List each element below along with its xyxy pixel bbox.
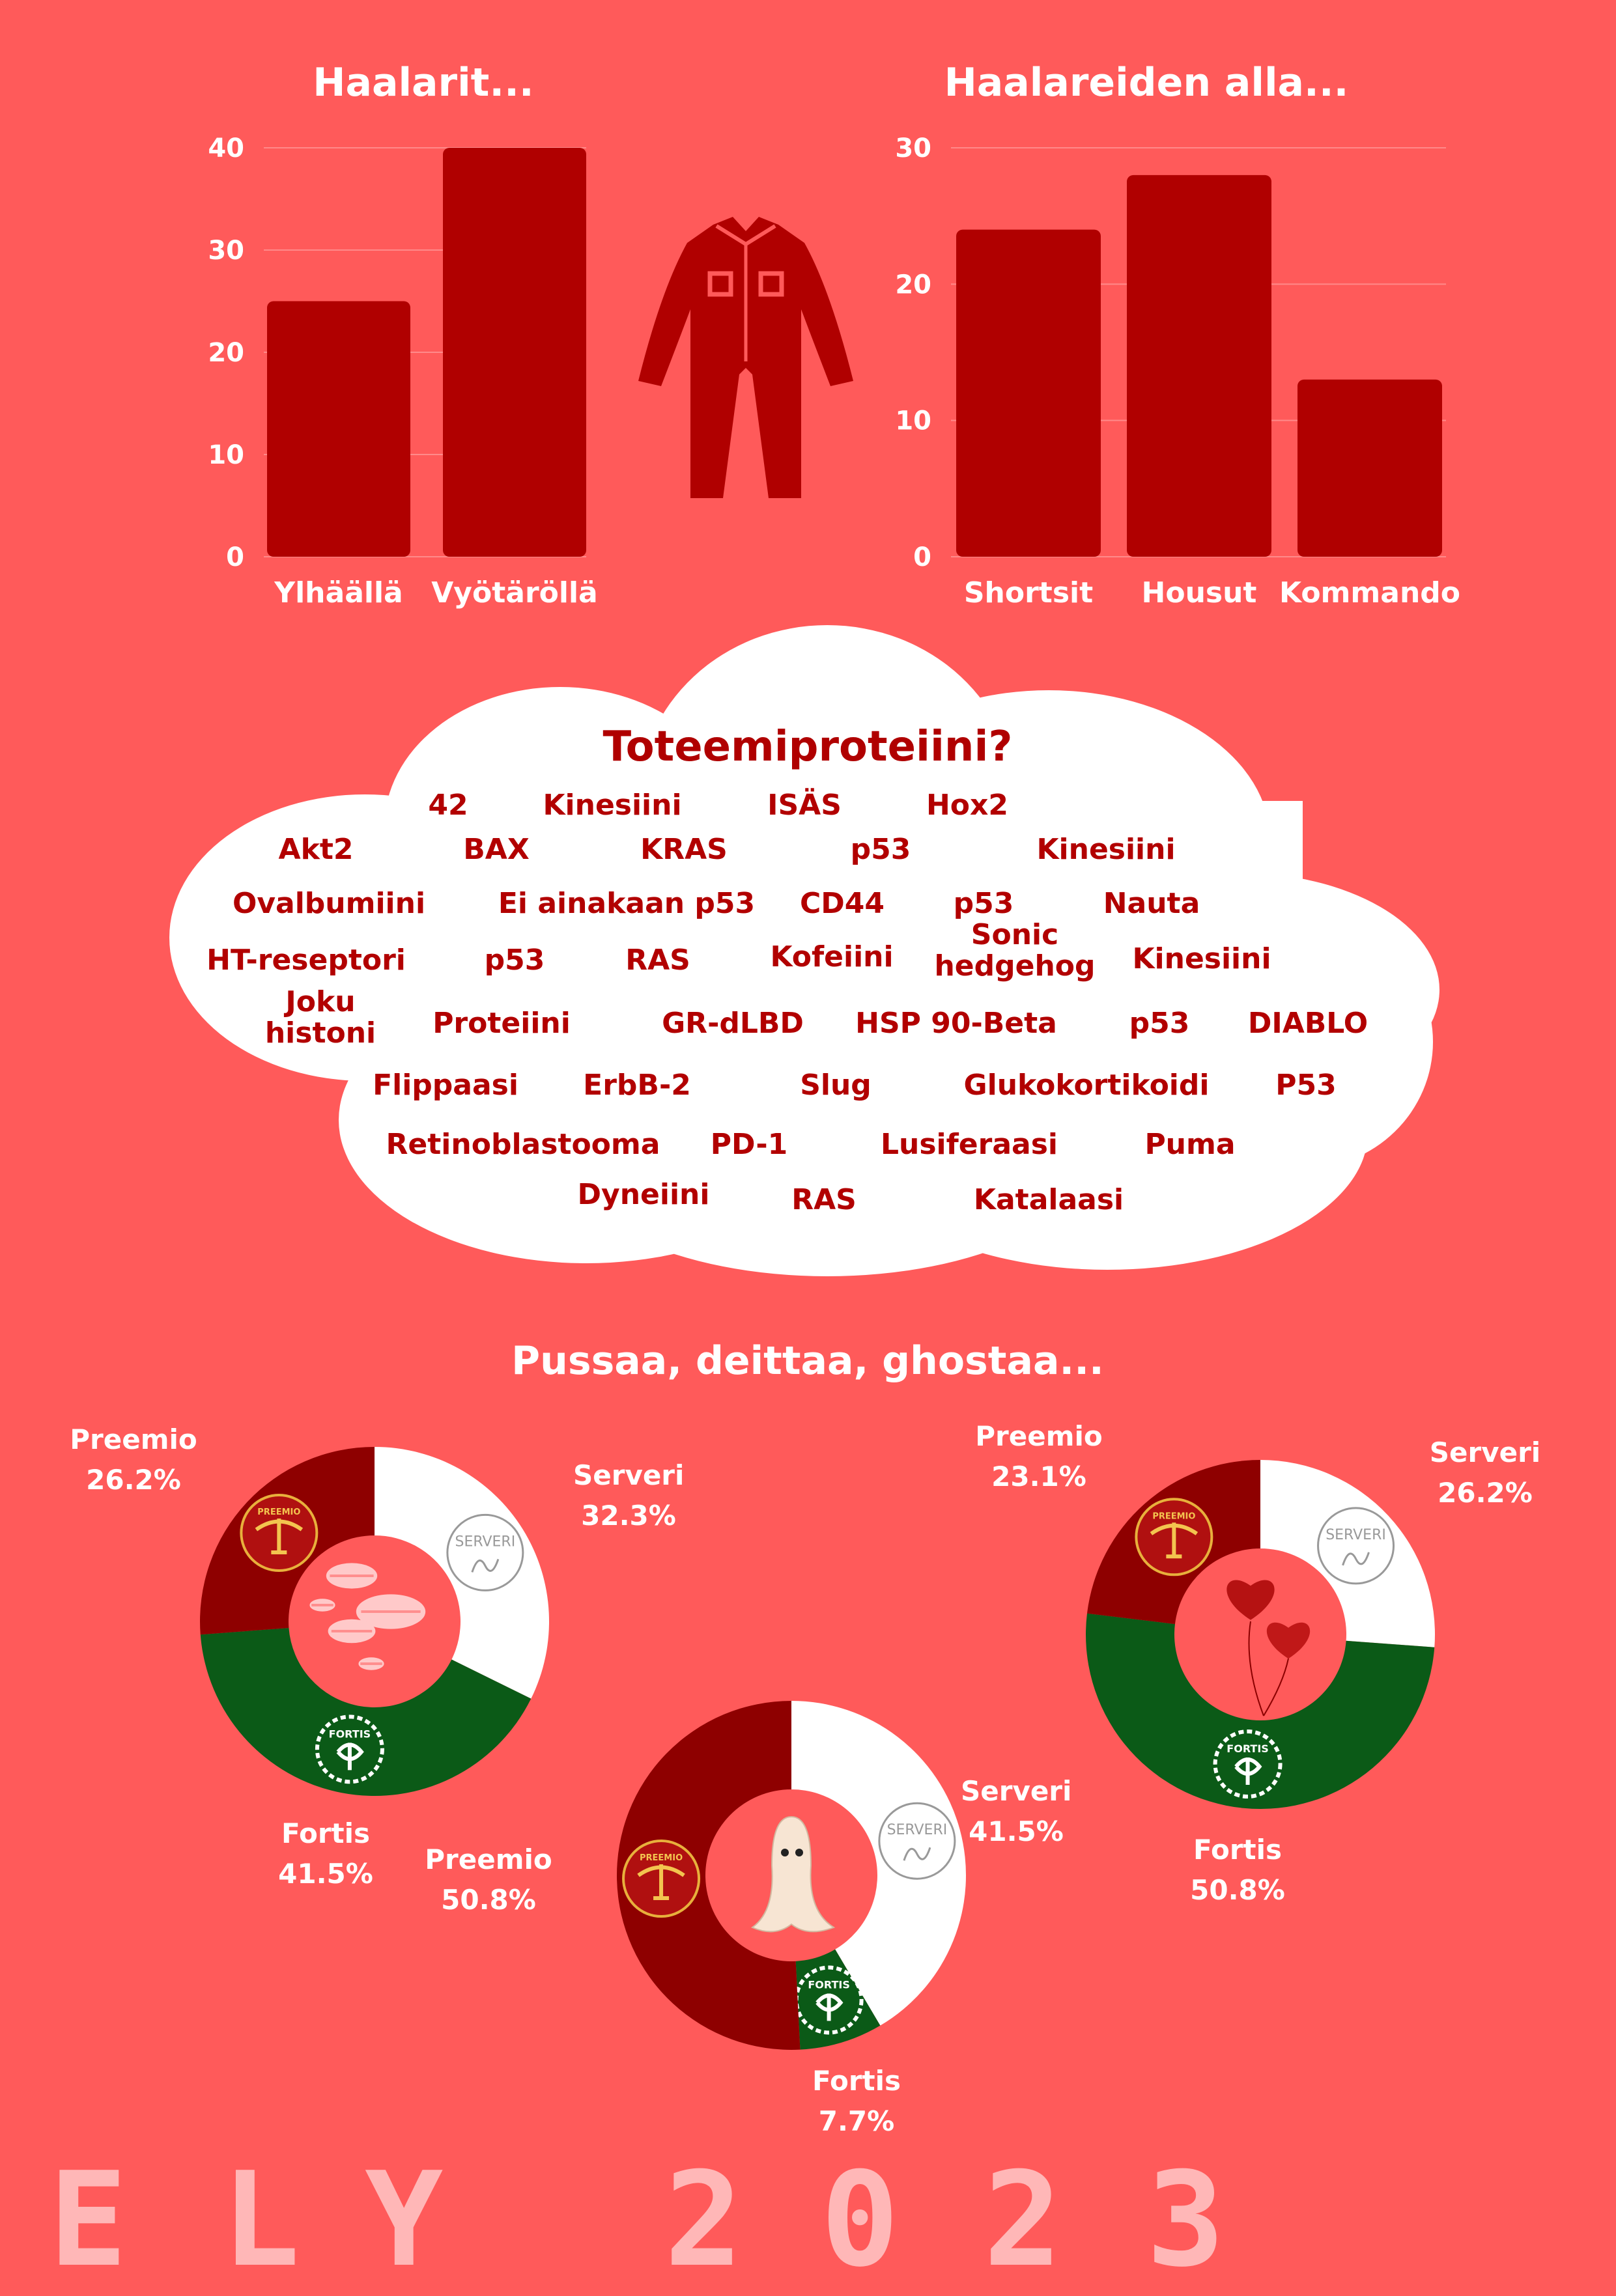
donut1-preemio-label: Preemio 26.2% [70, 1423, 197, 1496]
cloud-word: Kinesiini [543, 789, 682, 822]
cloud-word: Joku histoni [264, 985, 376, 1050]
bar-chart-2-title: Haalareiden alla... [944, 60, 1349, 105]
heart-balloons-icon [1226, 1580, 1310, 1716]
cloud-word: HT-reseptori [206, 944, 406, 977]
cloud-word: RAS [625, 944, 690, 977]
cloud-word: Dyneiini [577, 1178, 710, 1211]
donut2-fortis-label: Fortis 7.7% [812, 2065, 901, 2137]
y-tick-label: 10 [208, 440, 244, 470]
donut3-preemio-label: Preemio 23.1% [975, 1420, 1103, 1492]
svg-text:SERVERI: SERVERI [455, 1533, 516, 1550]
footer-digit-2a: 2 [664, 2144, 743, 2296]
cloud-word: Kofeiini [770, 940, 894, 973]
cloud-word: BAX [463, 833, 530, 866]
cloud-word: Nauta [1103, 887, 1200, 920]
donut-slice-serveri [375, 1447, 549, 1699]
y-tick-label: 20 [895, 270, 931, 300]
preemio-logo-icon [241, 1495, 317, 1571]
cloud-word: Akt2 [278, 833, 354, 866]
cloud-word: CD44 [799, 887, 885, 920]
x-tick-label: Housut [1141, 576, 1257, 609]
cloud-word: ErbB-2 [583, 1069, 691, 1102]
x-tick-label: Vyötäröllä [431, 576, 598, 609]
cloud-word: GR-dLBD [662, 1007, 804, 1040]
footer-letter-l: L [221, 2144, 300, 2296]
cloud-word: Sonic hedgehog [934, 918, 1096, 983]
svg-text:PREEMIO: PREEMIO [1152, 1511, 1196, 1522]
footer-digit-2b: 2 [984, 2144, 1062, 2296]
cloud-word: Proteiini [432, 1007, 571, 1040]
cloud-word: Kinesiini [1132, 942, 1271, 975]
cloud-word: ISÄS [767, 789, 842, 822]
donut1-fortis-label: Fortis 41.5% [278, 1817, 373, 1890]
cloud-word: 42 [428, 789, 468, 822]
cloud-word: p53 [850, 833, 911, 866]
cloud-word: p53 [484, 944, 545, 977]
cloud-title: Toteemiproteiini? [602, 723, 1013, 771]
x-tick-label: Kommando [1279, 576, 1460, 609]
donut1-serveri-label: Serveri 32.3% [573, 1459, 685, 1532]
bar-chart-1-title: Haalarit... [313, 60, 534, 105]
svg-text:SERVERI: SERVERI [886, 1822, 948, 1839]
donut2-serveri-label: Serveri 41.5% [961, 1775, 1072, 1847]
svg-text:FORTIS: FORTIS [328, 1728, 371, 1741]
cloud-word: KRAS [640, 833, 728, 866]
y-tick-label: 20 [208, 338, 244, 368]
y-tick-label: 0 [913, 542, 931, 572]
cloud-word: Ovalbumiini [232, 887, 426, 920]
y-tick-label: 10 [895, 406, 931, 436]
donut-chart-kissing [195, 1442, 554, 1800]
preemio-logo-icon [1136, 1499, 1212, 1575]
cloud-word: Hox2 [926, 789, 1009, 822]
ghost-icon [752, 1817, 834, 1931]
cloud-word: Katalaasi [973, 1183, 1124, 1216]
y-tick-label: 30 [208, 236, 244, 266]
cloud-word: Puma [1144, 1128, 1236, 1161]
cloud-word: HSP 90-Beta [855, 1007, 1057, 1040]
cloud-word: P53 [1275, 1069, 1337, 1102]
y-tick-label: 30 [895, 133, 931, 163]
footer-letter-e: E [49, 2144, 128, 2296]
kiss-icon [309, 1563, 425, 1670]
svg-text:PREEMIO: PREEMIO [257, 1507, 301, 1518]
cloud-word: Kinesiini [1036, 833, 1176, 866]
donut3-serveri-label: Serveri 26.2% [1429, 1436, 1541, 1509]
svg-text:FORTIS: FORTIS [1226, 1743, 1269, 1756]
cloud-word: Slug [800, 1069, 872, 1102]
svg-text:SERVERI: SERVERI [1325, 1526, 1386, 1543]
svg-text:PREEMIO: PREEMIO [640, 1853, 683, 1864]
preemio-logo-icon [623, 1841, 699, 1916]
y-tick-label: 40 [208, 133, 244, 163]
cloud-word: Ei ainakaan p53 [498, 887, 756, 920]
donut-chart-dating [1081, 1455, 1439, 1813]
donut3-fortis-label: Fortis 50.8% [1190, 1834, 1285, 1906]
donut-section-title: Pussaa, deittaa, ghostaa... [511, 1338, 1104, 1384]
cloud-word: Glukokortikoidi [963, 1069, 1210, 1102]
donut2-preemio-label: Preemio 50.8% [425, 1843, 552, 1916]
footer-digit-3: 3 [1146, 2144, 1225, 2296]
donut-slice-serveri [1260, 1460, 1435, 1647]
x-tick-label: Shortsit [963, 576, 1094, 609]
cloud-word: Flippaasi [373, 1069, 518, 1102]
x-tick-label: Ylhäällä [274, 576, 403, 609]
cloud-word: DIABLO [1247, 1007, 1368, 1040]
svg-text:FORTIS: FORTIS [808, 1978, 850, 1991]
cloud-word: p53 [1129, 1007, 1190, 1040]
donut-chart-ghosting [612, 1696, 971, 2054]
footer-digit-0: 0 [821, 2144, 900, 2296]
cloud-word: p53 [953, 887, 1014, 920]
cloud-word: Lusiferaasi [881, 1128, 1058, 1161]
cloud-word: Retinoblastooma [386, 1128, 660, 1161]
footer-letter-y: Y [365, 2144, 444, 2296]
y-tick-label: 0 [226, 542, 244, 572]
cloud-word: RAS [791, 1183, 857, 1216]
cloud-word: PD-1 [710, 1128, 788, 1161]
